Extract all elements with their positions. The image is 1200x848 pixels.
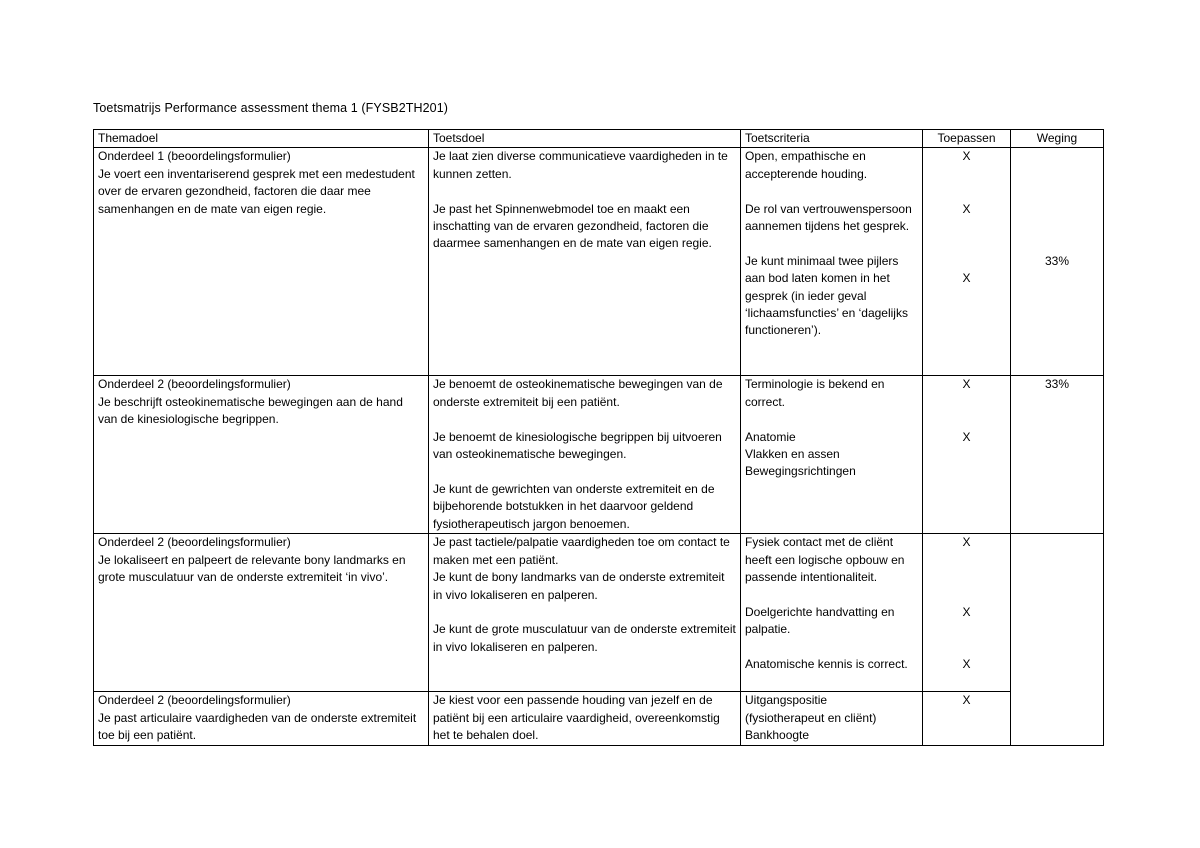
weging-cell: 33% bbox=[1011, 148, 1104, 376]
toetsdoel-item: Je kunt de grote musculatuur van de onderste extremiteit in vivo lokaliseren en palperen. bbox=[433, 622, 736, 654]
toepassen-mark: X bbox=[962, 657, 971, 672]
criteria-item: Terminologie is bekend en correct. bbox=[745, 377, 885, 409]
table-header-row bbox=[94, 130, 1104, 148]
toepassen-cell bbox=[923, 692, 1011, 746]
criteria-item: Anatomische kennis is correct. bbox=[745, 657, 908, 672]
themadoel-title: Onderdeel 2 (beoordelingsformulier) bbox=[98, 693, 291, 708]
toetsdoel-item: Je benoemt de osteokinematische bewegingen van de onderste extremiteit bij een patiënt. bbox=[433, 377, 723, 409]
themadoel-title: Onderdeel 2 (beoordelingsformulier) bbox=[98, 535, 291, 550]
header-toepassen: Toepassen bbox=[923, 130, 1011, 148]
criteria-item: Uitgangspositie bbox=[745, 693, 828, 708]
themadoel-cell bbox=[94, 148, 429, 376]
table-row bbox=[94, 692, 1104, 746]
criteria-item: (fysiotherapeut en cliënt) bbox=[745, 710, 877, 725]
themadoel-text: Je past articulaire vaardigheden van de onderste extremiteit toe bij een patiënt. bbox=[98, 710, 417, 743]
header-toetscriteria: Toetscriteria bbox=[741, 130, 923, 148]
toepassen-cell bbox=[923, 376, 1011, 534]
criteria-item: Vlakken en assen bbox=[745, 447, 840, 462]
header-themadoel: Themadoel bbox=[94, 130, 429, 148]
themadoel-cell bbox=[94, 534, 429, 692]
table-row bbox=[94, 534, 1104, 692]
criteria-item: Bewegingsrichtingen bbox=[745, 464, 856, 479]
themadoel-text: Je voert een inventariserend gesprek met een medestudent over de ervaren gezondheid, factoren die daar mee samenhangen en de mate van eigen regie. bbox=[98, 166, 415, 216]
themadoel-cell bbox=[94, 692, 429, 746]
toepassen-mark: X bbox=[962, 604, 971, 619]
table-row bbox=[94, 148, 1104, 376]
criteria-item: Doelgerichte handvatting en palpatie. bbox=[745, 605, 895, 637]
document-title: Toetsmatrijs Performance assessment thema 1 (FYSB2TH201) bbox=[93, 101, 449, 115]
toetsdoel-item: Je laat zien diverse communicatieve vaardigheden in te kunnen zetten. bbox=[433, 149, 728, 181]
header-weging: Weging bbox=[1011, 130, 1104, 148]
themadoel-cell bbox=[94, 376, 429, 534]
table-row bbox=[94, 376, 1104, 534]
criteria-cell bbox=[741, 534, 923, 692]
toepassen-mark: X bbox=[962, 201, 971, 216]
toetsdoel-cell bbox=[429, 148, 741, 376]
toepassen-mark: X bbox=[962, 693, 971, 708]
weging-cell-empty bbox=[1011, 534, 1104, 746]
test-matrix-table bbox=[93, 129, 1104, 746]
toetsdoel-cell bbox=[429, 692, 741, 746]
themadoel-text: Je lokaliseert en palpeert de relevante bony landmarks en grote musculatuur van de onderste extremiteit ‘in vivo’. bbox=[98, 552, 406, 585]
toepassen-cell bbox=[923, 148, 1011, 376]
weging-cell: 33% bbox=[1011, 376, 1104, 534]
themadoel-text: Je beschrijft osteokinematische bewegingen aan de hand van de kinesiologische begrippen. bbox=[98, 394, 403, 427]
themadoel-title: Onderdeel 2 (beoordelingsformulier) bbox=[98, 377, 291, 392]
toetsdoel-item: Je kunt de gewrichten van onderste extremiteit en de bijbehorende botstukken in het daarvoor geldend fysiotherapeutisch jargon benoemen. bbox=[433, 481, 715, 531]
toetsdoel-item: Je kiest voor een passende houding van jezelf en de patiënt bij een articulaire vaardigheid, overeenkomstig het te behalen doel. bbox=[433, 693, 720, 743]
toetsdoel-item: Je kunt de bony landmarks van de onderste extremiteit in vivo lokaliseren en palperen. bbox=[433, 570, 725, 602]
criteria-cell bbox=[741, 692, 923, 746]
criteria-item: De rol van vertrouwenspersoon aannemen tijdens het gesprek. bbox=[745, 201, 912, 234]
toepassen-mark: X bbox=[962, 149, 971, 164]
criteria-item: Bankhoogte bbox=[745, 728, 810, 743]
toetsdoel-item: Je benoemt de kinesiologische begrippen bij uitvoeren van osteokinematische bewegingen. bbox=[433, 429, 722, 462]
toepassen-cell bbox=[923, 534, 1011, 692]
criteria-item: Open, empathische en accepterende houding. bbox=[745, 149, 868, 181]
toepassen-mark: X bbox=[962, 271, 971, 286]
toetsdoel-item: Je past het Spinnenwebmodel toe en maakt een inschatting van de ervaren gezondheid, factoren die daarmee samenhangen en de mate van eigen regie. bbox=[433, 201, 712, 251]
criteria-item: Fysiek contact met de cliënt heeft een logische opbouw en passende intentionaliteit. bbox=[745, 535, 905, 585]
toetsdoel-cell bbox=[429, 534, 741, 692]
criteria-cell bbox=[741, 148, 923, 376]
criteria-cell bbox=[741, 376, 923, 534]
criteria-item: Anatomie bbox=[745, 429, 796, 444]
themadoel-title: Onderdeel 1 (beoordelingsformulier) bbox=[98, 149, 291, 164]
toepassen-mark: X bbox=[962, 429, 971, 444]
toepassen-mark: X bbox=[962, 535, 971, 550]
criteria-item: Je kunt minimaal twee pijlers aan bod laten komen in het gesprek (in ieder geval ‘lichaamsfuncties’ en ‘dagelijks functioneren’). bbox=[745, 253, 908, 338]
toetsdoel-cell bbox=[429, 376, 741, 534]
toepassen-mark: X bbox=[962, 377, 971, 392]
toetsdoel-item: Je past tactiele/palpatie vaardigheden toe om contact te maken met een patiënt. bbox=[433, 535, 730, 567]
header-toetsdoel: Toetsdoel bbox=[429, 130, 741, 148]
